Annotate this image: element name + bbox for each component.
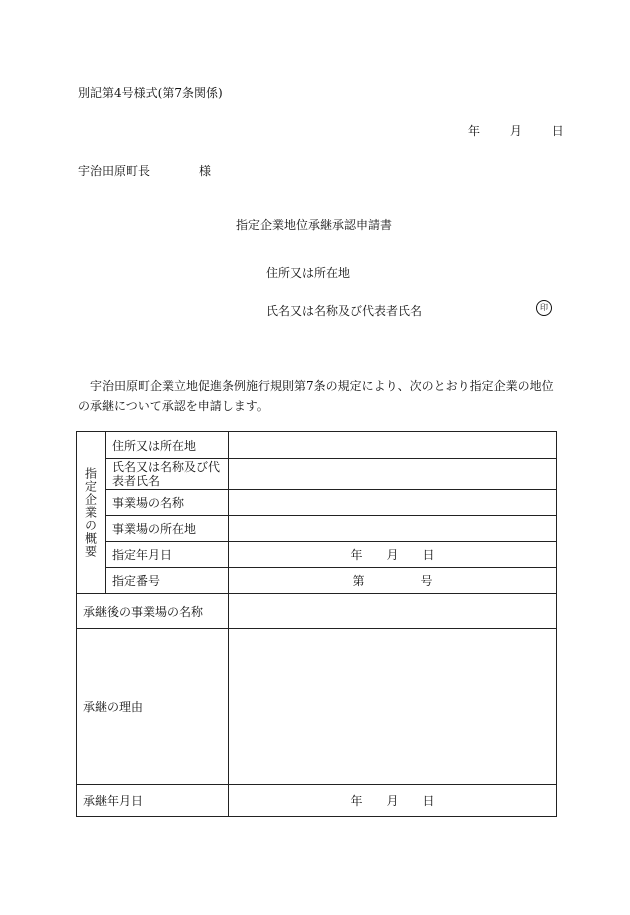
table-row	[77, 629, 557, 785]
table-row	[77, 785, 557, 817]
form-id: 別記第4号様式(第7条関係)	[78, 86, 223, 100]
unit-year: 年	[350, 794, 363, 808]
row-label-address: 住所又は所在地	[106, 432, 229, 459]
table-row	[77, 490, 557, 516]
value-name[interactable]	[229, 459, 557, 490]
document-title: 指定企業地位承継承認申請書	[236, 218, 393, 232]
table-row	[77, 594, 557, 629]
row-label-site-name: 事業場の名称	[106, 490, 229, 516]
table-row	[77, 516, 557, 542]
row-label-name	[106, 459, 229, 490]
addressee-name: 宇治田原町長	[78, 164, 151, 178]
addressee	[78, 162, 211, 179]
value-site-name-after[interactable]	[229, 594, 557, 629]
applicant-name-label: 氏名又は名称及び代表者氏名	[266, 304, 423, 318]
seal-icon: 印	[536, 300, 552, 316]
table-row	[77, 459, 557, 490]
table-row	[77, 568, 557, 594]
row-label-site-name-after: 承継後の事業場の名称	[77, 594, 229, 629]
body-text: 宇治田原町企業立地促進条例施行規則第7条の規定により、次のとおり指定企業の地位の承継について承認を申請します。	[78, 379, 554, 413]
value-succession-date[interactable]	[229, 785, 557, 817]
unit-number-prefix: 第	[352, 574, 365, 588]
value-site-name[interactable]	[229, 490, 557, 516]
value-reason[interactable]	[229, 629, 557, 785]
unit-year: 年	[350, 548, 363, 562]
row-label-designation-number: 指定番号	[106, 568, 229, 594]
value-address[interactable]	[229, 432, 557, 459]
row-label-designation-date: 指定年月日	[106, 542, 229, 568]
row-label-site-location: 事業場の所在地	[106, 516, 229, 542]
unit-number-suffix: 号	[420, 574, 433, 588]
value-designation-number[interactable]	[229, 568, 557, 594]
table-row	[77, 432, 557, 459]
unit-month: 月	[386, 794, 399, 808]
unit-day: 日	[422, 794, 435, 808]
application-table	[76, 431, 557, 817]
group-label: 指定企業の概要	[83, 467, 98, 558]
year-label: 年	[468, 124, 481, 138]
value-designation-date[interactable]	[229, 542, 557, 568]
value-site-location[interactable]	[229, 516, 557, 542]
row-label-succession-date: 承継年月日	[77, 785, 229, 817]
name-label-line2: 表者氏名	[112, 474, 161, 488]
row-label-reason: 承継の理由	[77, 629, 229, 785]
honorific: 様	[199, 164, 212, 178]
unit-day: 日	[422, 548, 435, 562]
table-row	[77, 542, 557, 568]
group-label-cell	[77, 432, 106, 594]
unit-month: 月	[386, 548, 399, 562]
date-line	[468, 122, 564, 139]
name-label-line1: 氏名又は名称及び代	[112, 460, 221, 474]
day-label: 日	[551, 124, 564, 138]
applicant-address-label: 住所又は所在地	[266, 266, 351, 280]
month-label: 月	[509, 124, 522, 138]
